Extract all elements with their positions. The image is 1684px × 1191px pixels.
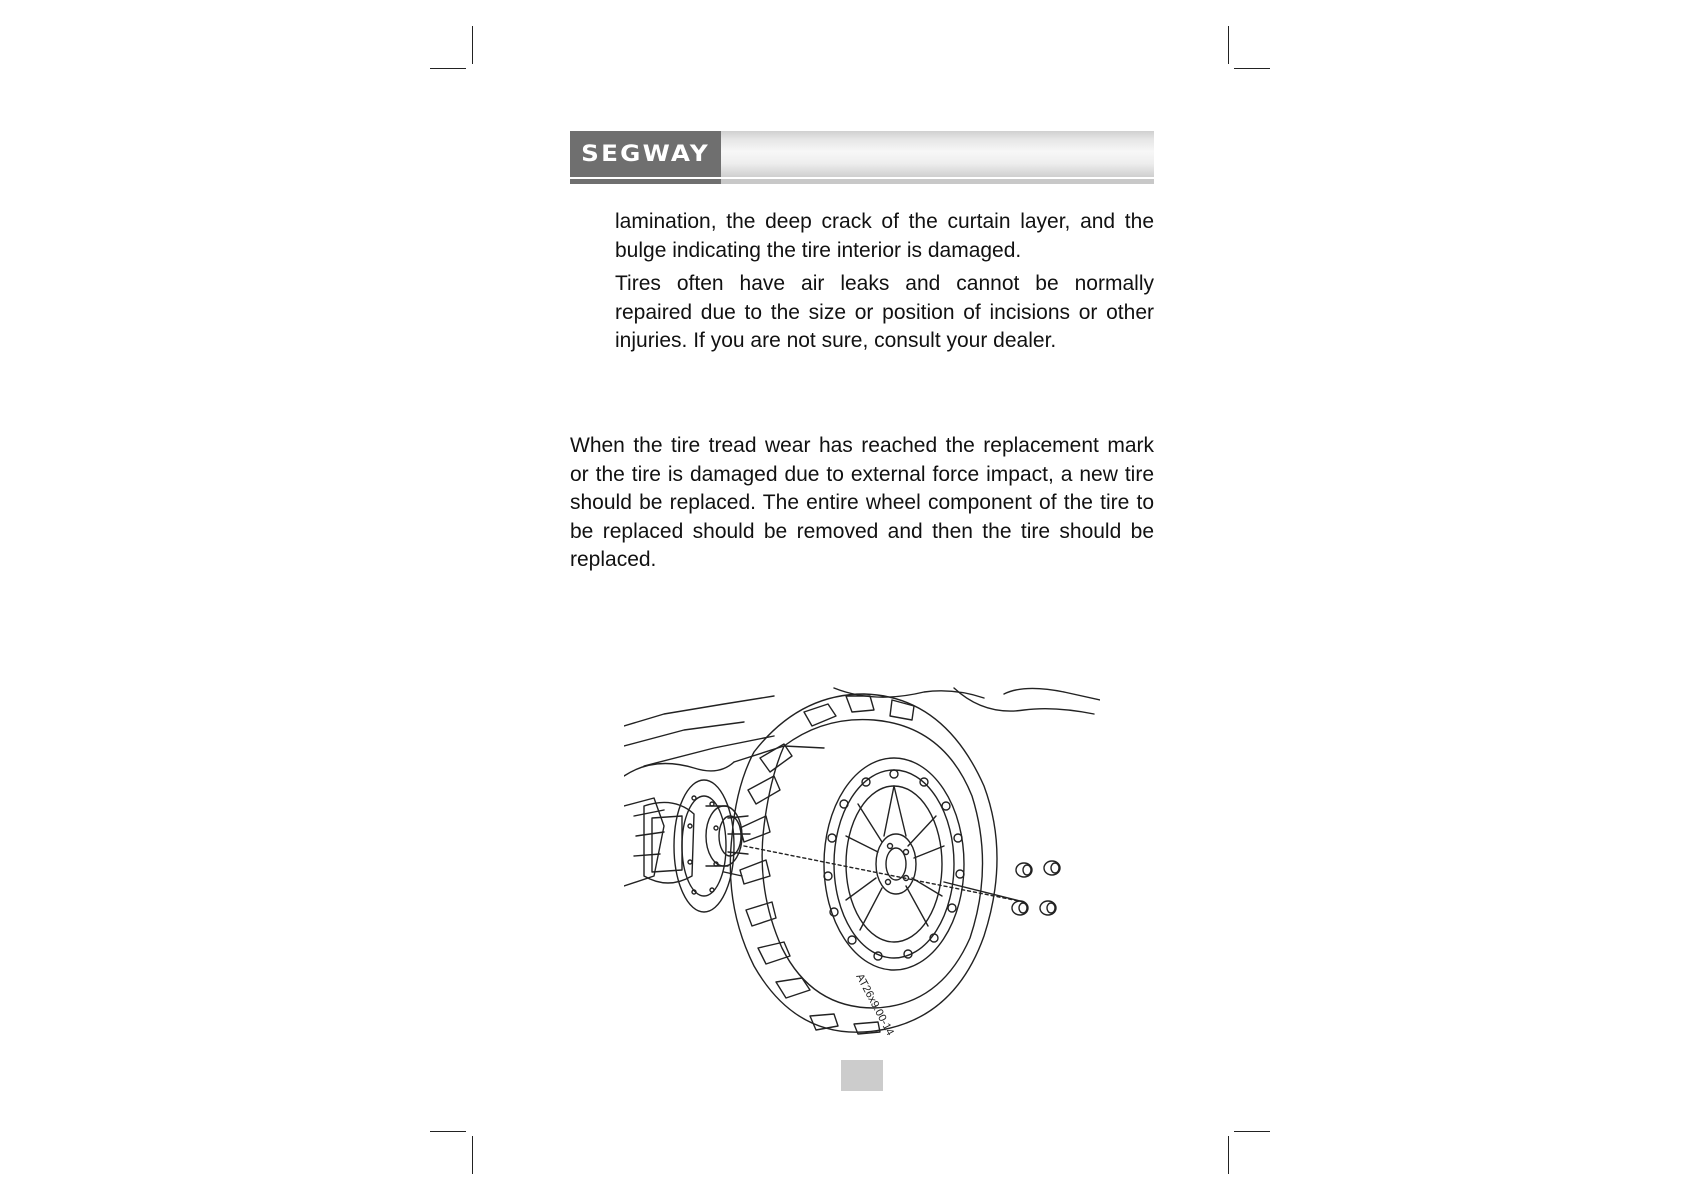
paragraph-tire-damage: lamination, the deep crack of the curtain layer, and the bulge indicating the tire interior is damaged.	[615, 210, 1154, 262]
header-gradient-bar	[721, 131, 1154, 177]
brand-logo	[570, 131, 721, 177]
wheel-diagram-svg	[624, 686, 1100, 1036]
crop-mark-bottom-left-horizontal	[430, 1131, 466, 1132]
crop-mark-top-right-horizontal	[1234, 68, 1270, 69]
crop-mark-top-left-horizontal	[430, 68, 466, 69]
crop-mark-top-left-vertical	[472, 26, 473, 64]
tire-size-label: AT26x9.00-14	[853, 971, 897, 1036]
paragraph-air-leaks: Tires often have air leaks and cannot be normally repaired due to the size or position of incisions or other injuries. If you are not sure, consult your dealer.	[615, 272, 1154, 352]
header-bar-underline	[721, 179, 1154, 184]
crop-mark-bottom-right-horizontal	[1234, 1131, 1270, 1132]
wheel-removal-illustration	[624, 686, 1100, 1036]
paragraph-tire-replacement: When the tire tread wear has reached the replacement mark or the tire is damaged due to external force impact, a new tire should be replaced. The entire wheel component of the tire to be replaced should be removed and then the tire should be replaced.	[570, 434, 1154, 571]
page-header	[570, 131, 1154, 184]
crop-mark-bottom-left-vertical	[472, 1136, 473, 1174]
brand-logo-text: SEGWAY	[581, 141, 710, 167]
crop-mark-bottom-right-vertical	[1228, 1136, 1229, 1174]
page-number-box	[841, 1060, 883, 1091]
crop-mark-top-right-vertical	[1228, 26, 1229, 64]
logo-underline	[570, 179, 721, 184]
